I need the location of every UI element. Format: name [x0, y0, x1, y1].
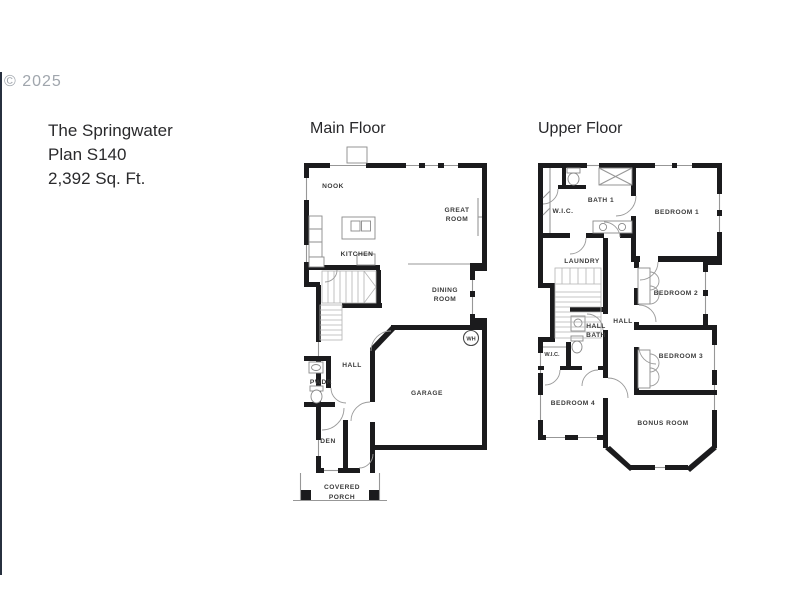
label-bonus-room: BONUS ROOM [637, 420, 689, 427]
svg-text:ROOM: ROOM [433, 296, 457, 303]
label-bedroom3: BEDROOM 3 [658, 353, 704, 360]
svg-text:PORCH: PORCH [328, 494, 356, 501]
label-hall-bath: HALL [586, 323, 606, 330]
label-bedroom4: BEDROOM 4 [550, 400, 596, 407]
bath1-vanity [593, 221, 632, 233]
chimney-outline [347, 147, 367, 163]
main-floor-plan [293, 147, 487, 501]
label-bath1: BATH 1 [587, 197, 615, 204]
label-great-room: GREAT [444, 207, 470, 214]
label-hall-main: HALL [342, 362, 362, 369]
label-covered-porch: COVERED [323, 484, 361, 491]
label-bedroom2: BEDROOM 2 [653, 290, 699, 297]
plan-name: The Springwater [48, 121, 173, 140]
svg-text:ROOM: ROOM [445, 216, 469, 223]
svg-text:BATH: BATH [586, 332, 606, 339]
upper-floor-heading: Upper Floor [538, 120, 623, 137]
label-wic2: W.I.C. [544, 352, 560, 358]
label-den: DEN [320, 438, 336, 445]
label-hall-upper: HALL [613, 318, 633, 325]
label-pwdr: PWDR [309, 379, 333, 386]
hallbath-toilet [571, 336, 583, 341]
bedroom3-closet [638, 350, 650, 388]
upper-floor-plan [538, 163, 722, 472]
label-garage: GARAGE [411, 390, 443, 397]
label-wh: WH [466, 336, 476, 343]
kitchen-fixtures [309, 216, 375, 267]
kitchen-sink [351, 221, 360, 231]
plan-sqft: 2,392 Sq. Ft. [48, 169, 146, 188]
bedroom2-closet [638, 268, 650, 304]
label-kitchen: KITCHEN [340, 251, 374, 258]
plan-number: Plan S140 [48, 145, 127, 164]
main-floor-heading: Main Floor [310, 120, 386, 137]
bath1-toilet [567, 168, 580, 173]
label-bedroom1: BEDROOM 1 [654, 209, 700, 216]
copyright-watermark: © 2025 [4, 73, 62, 90]
label-nook: NOOK [322, 183, 344, 190]
label-wic1: W.I.C. [552, 208, 574, 215]
label-laundry: LAUNDRY [564, 258, 600, 265]
label-dining-room: DINING [431, 287, 459, 294]
